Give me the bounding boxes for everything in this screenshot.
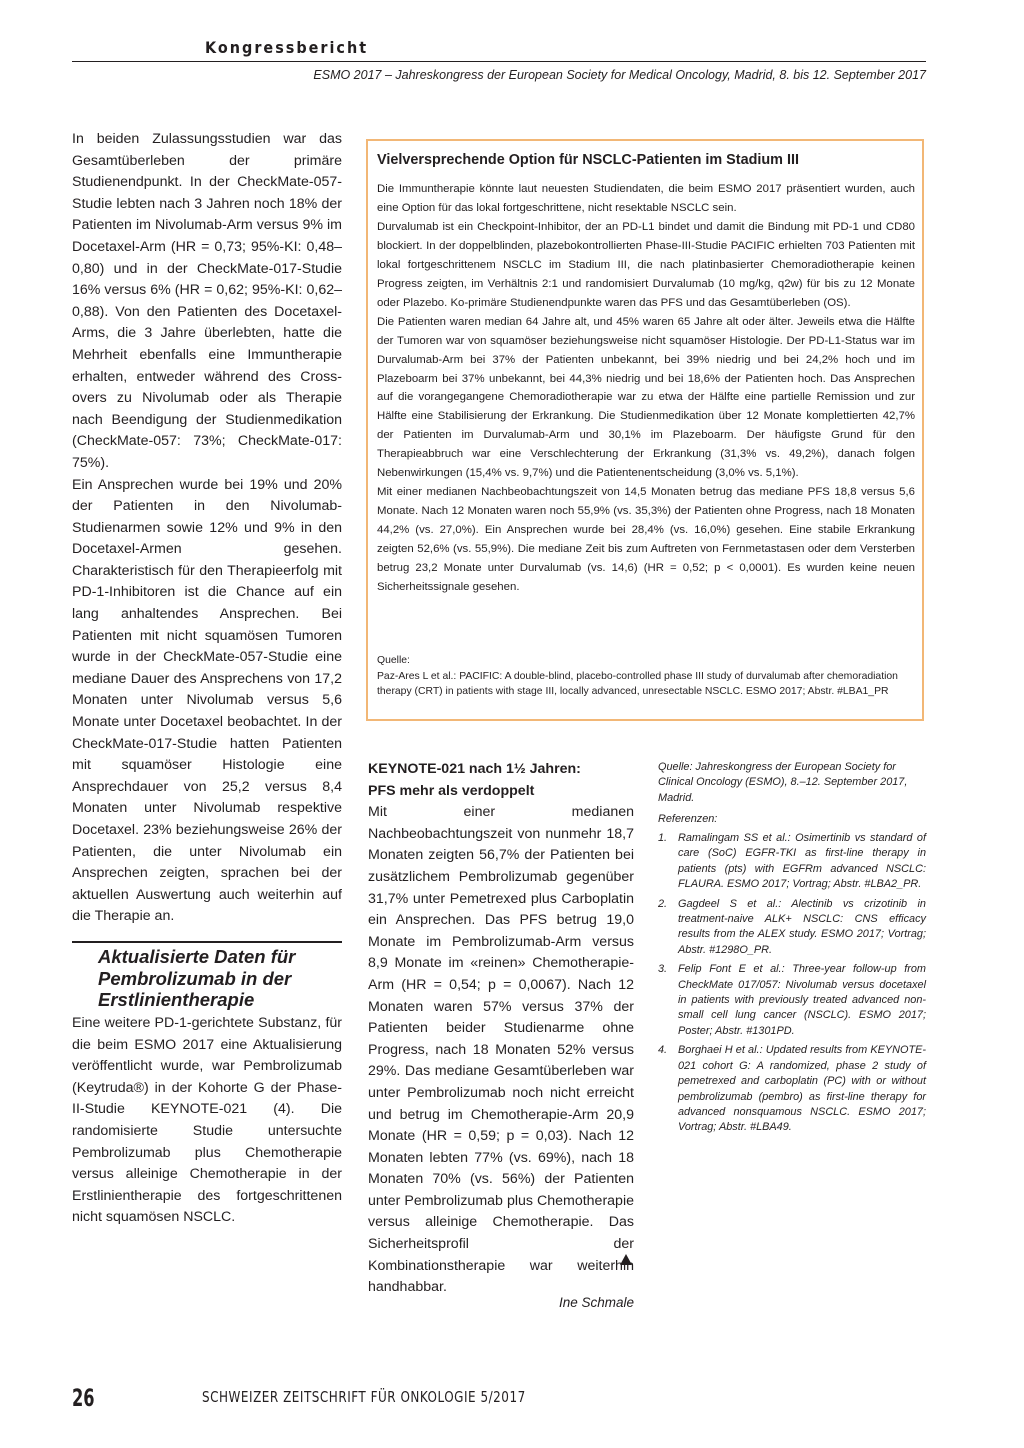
article-column-left [72,129,342,928]
page-number: 26 [72,1384,95,1412]
reference-number: 4. [658,1044,668,1057]
subheading-rule [72,941,342,943]
article-column-left-continued [72,1013,342,1229]
info-box-paragraph: Mit einer medianen Nachbeobachtungszeit von 14,5 Monaten betrug das mediane PFS 18,8 versus 5,6 Monate. Nach 12 Monaten waren noch 55,9% (vs. 35,3%) der Patienten ohne Progress, nach 18 Monaten 44,2% (vs. 27,0%). Ein Ansprechen wurde bei 28,4% (vs. 16,0%) gesehen. Eine stabile Erkrankung zeigten 52,6% (vs. 55,9%). Die mediane Zeit bis zum Auftreten von Fernmetastasen oder dem Versterben betrug 23,2 Monate unter Durvalumab (vs. 14,6) (HR = 0,52; p < 0,0001). Es wurden keine neuen Sicherheitssignale gesehen. [377,486,915,594]
info-box-source [377,653,915,700]
info-box-paragraph: Die Immuntherapie könnte laut neuesten Studiendaten, die beim ESMO 2017 präsentiert wurden, auch eine Option für das lokal fortgeschrittene, nicht resektable NSCLC sein. [377,183,915,214]
info-box-paragraph: Durvalumab ist ein Checkpoint-Inhibitor, der an PD-L1 bindet und damit die Bindung mit PD-1 und CD80 blockiert. In der doppelblinden, plazebokontrollierten Phase-III-Studie PACIFIC erhielten 703 Patienten mit lokal fortgeschrittenem NSCLC im Stadium III, die nach platinbasierter Chemoradiotherapie keinen Progress zeigten, im Verhältnis 2:1 und randomisiert Durvalumab (10 mg/kg, q2w) für bis zu 12 Monate oder Plazebo. Ko-primäre Studienendpunkte waren das PFS und das Gesamtüberleben (OS). [377,220,915,309]
info-box-body [377,180,915,597]
reference-number: 1. [658,832,668,844]
article-column-middle [368,759,634,1299]
reference-text: Borghaei H et al.: Updated results from KEYNOTE-021 cohort G: A randomized, phase 2 study of pemetrexed and carboplatin (PC) with or without pembrolizumab (pembro) as first-line therapy for advanced nonsquamous NSCLC. ESMO 2017; Vortrag; Abstr. #LBA49. [678,1044,926,1134]
body-paragraph: In beiden Zulassungsstudien war das Gesamtüberleben der primäre Studienendpunkt. In der CheckMate-057-Studie lebten nach 3 Jahren noch 18% der Patienten im Nivolumab-Arm versus 9% im Docetaxel-Arm (HR = 0,73; 95%-KI: 0,48–0,80) und in der CheckMate-017-Studie 16% versus 6% (HR = 0,62; 95%-KI: 0,62–0,88). Von den Patienten des Docetaxel-Arms, die 3 Jahre überlebten, hatte die Mehrheit ebenfalls eine Immuntherapie erhalten, entweder während des Cross-overs zu Nivolumab oder als Therapie nach Beendigung der Studienmedikation (CheckMate-057: 73%; CheckMate-017: 75%). [72,131,342,471]
source-text: Paz-Ares L et al.: PACIFIC: A double-blind, placebo-controlled phase III study of durvalumab after chemoradiation therapy (CRT) in patients with stage III, locally advanced, unresectable NSCLC. ESMO 2017; Abstr. #LBA1_PR [377,670,898,698]
journal-name: SCHWEIZER ZEITSCHRIFT FÜR ONKOLOGIE 5/2017 [202,1388,526,1406]
references-list [658,831,926,1140]
congress-subtitle: ESMO 2017 – Jahreskongress der European Society for Medical Oncology, Madrid, 8. bis 12. September 2017 [313,68,926,82]
subheading: Aktualisierte Daten für Pembrolizumab in der Erstlinientherapie [98,946,296,1010]
reference-text: Gagdeel S et al.: Alectinib vs crizotinib in treatment-naive ALK+ NSCLC: CNS efficacy results from the ALEX study. ESMO 2017; Vortrag; Abstr. #1298O_PR. [678,897,926,956]
reference-text: Felip Font E et al.: Three-year follow-up from CheckMate 017/057: Nivolumab versus docetaxel in patients with previously treated advanced non-small cell lung cancer (NSCLC). ESMO 2017; Poster; Abstr. #1301PD. [678,963,926,1037]
end-triangle-icon [620,1254,632,1265]
body-paragraph: Mit einer medianen Nachbeobachtungszeit von nunmehr 18,7 Monaten zeigten 56,7% der Patienten bei zusätzlichem Pembrolizumab gegenüber 31,7% unter Pemetrexed plus Carboplatin ein Ansprechen. Das PFS betrug 19,0 Monate im Pembrolizumab-Arm versus 8,9 Monate im «reinen» Chemotherapie-Arm (HR = 0,54; p = 0,0067). Nach 12 Monaten waren 57% versus 37% der Patienten beider Studienarme ohne Progress, nach 18 Monaten 52% versus 29%. Das mediane Gesamtüberleben war unter Pembrolizumab noch nicht erreicht und betrug im Chemotherapie-Arm 20,9 Monate (HR = 0,59; p = 0,03). Nach 12 Monaten lebten 77% (vs. 69%), nach 18 Monaten 70% (vs. 56%) der Patienten unter Pembrolizumab plus Chemotherapie versus alleinige Chemotherapie. Das Sicherheitsprofil der Kombinationstherapie war weiterhin handhabbar. [368,804,634,1296]
section-heading-line2: PFS mehr als verdoppelt [368,782,535,799]
reference-item [658,831,926,893]
source-label: Quelle: [377,655,410,666]
info-box-title: Vielversprechende Option für NSCLC-Patienten im Stadium III [377,152,799,168]
reference-number: 3. [658,963,668,976]
reference-text: Ramalingam SS et al.: Osimertinib vs standard of care (SoC) EGFR-TKI as first-line therapy in patients (pts) with EGFRm advanced NSCLC: FLAURA. ESMO 2017; Vortrag; Abstr. #LBA2_PR. [678,832,926,891]
author-name: Ine Schmale [558,1295,634,1310]
section-heading-line1: KEYNOTE-021 nach 1½ Jahren: [368,761,581,777]
sidebar-source: Quelle: Jahreskongress der European Society for Clinical Oncology (ESMO), 8.–12. September 2017, Madrid. [658,761,908,804]
references-title: Referenzen: [658,813,718,825]
reference-item [658,1043,926,1135]
reference-number: 2. [658,897,668,910]
section-title: Kongressbericht [205,38,369,57]
info-box-paragraph: Die Patienten waren median 64 Jahre alt, und 45% waren 65 Jahre alt oder älter. Jeweils etwa die Hälfte der Tumoren war von squamöser beziehungsweise nicht squamöser Histologie. Der PD-L1-Status war im Durvalumab-Arm bei 37% der Patienten unbekannt, bei 39% niedrig und bei 24,2% hoch und im Plazeboarm bei 37% unbekannt, bei 44,3% niedrig und bei 18,6% der Patienten hoch. Das Ansprechen auf die vorangegangene Chemoradiotherapie war zu etwa der Hälfte eine partielle Remission und zur Hälfte eine Stabilisierung der Erkrankung. Die Studienmedikation über 12 Monate komplettierten 42,7% der Patienten im Durvalumab-Arm und 30,1% im Plazeboarm. Der häufigste Grund für den Therapieabbruch war eine Verschlechterung der Erkrankung (31,3% vs. 49,2%), danach folgen Nebenwirkungen (15,4% vs. 9,7%) und die Patientenentscheidung (3,0% vs. 5,1%). [377,315,915,480]
reference-item [658,897,926,959]
body-paragraph: Ein Ansprechen wurde bei 19% und 20% der Patienten in den Nivolumab-Studienarmen sowie 12% und 9% in den Docetaxel-Armen gesehen. Charakteristisch für den Therapieerfolg mit PD-1-Inhibitoren ist die Chance auf ein lang anhaltendes Ansprechen. Bei Patienten mit nicht squamösen Tumoren wurde in der CheckMate-057-Studie eine mediane Dauer des Ansprechens von 17,2 Monaten unter Nivolumab versus 5,6 Monate unter Docetaxel beobachtet. In der CheckMate-017-Studie hatten Patienten mit squamöser Histologie eine Ansprechdauer von 25,2 versus 8,4 Monaten unter Nivolumab respektive Docetaxel. 23% beziehungsweise 26% der Patienten, die unter Nivolumab ein Ansprechen zeigten, sprachen bei der aktuellen Auswertung auch weiterhin auf die Therapie an. [72,476,342,925]
reference-item [658,962,926,1039]
header-rule [72,61,926,62]
body-paragraph: Eine weitere PD-1-gerichtete Substanz, für die beim ESMO 2017 eine Aktualisierung veröffentlicht wurde, war Pembrolizumab (Keytruda®) in der Kohorte G der Phase-II-Studie KEYNOTE-021 (4). Die randomisierte Studie untersuchte Pembrolizumab plus Chemotherapie versus alleinige Chemotherapie in der Erstlinientherapie des fortgeschrittenen nicht squamösen NSCLC. [72,1015,342,1226]
info-box [366,139,924,721]
